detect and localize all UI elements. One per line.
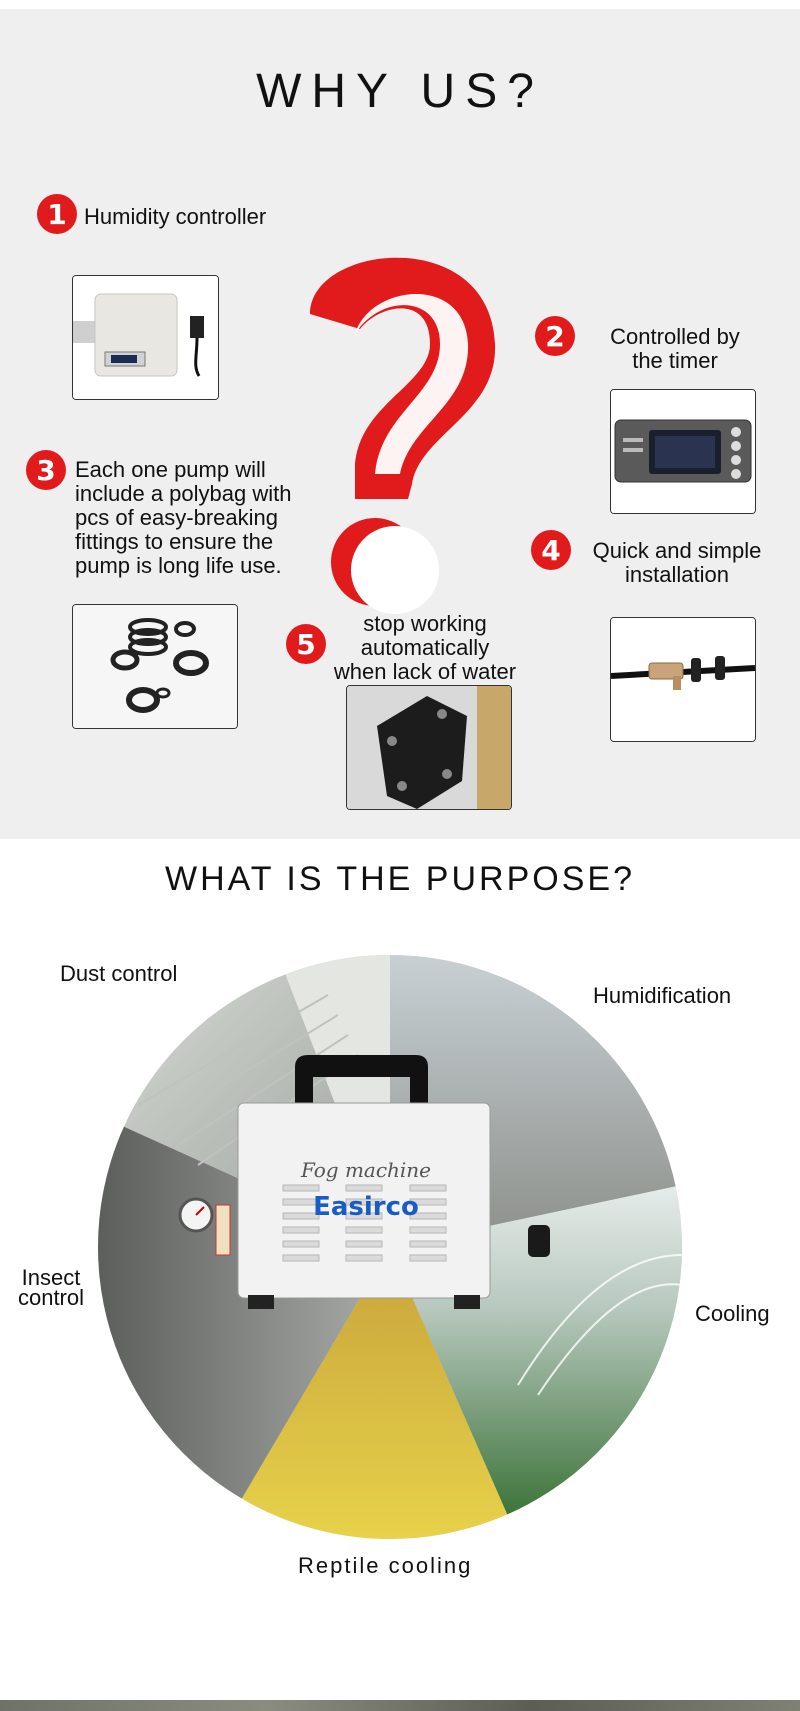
feature-5-line-3: when lack of water [333, 659, 517, 684]
feature-1-text: Humidity controller [84, 204, 267, 229]
feature-4-text [582, 539, 772, 587]
feature-3-text [75, 458, 305, 578]
label-dust-control: Dust control [60, 961, 178, 986]
installation-photo [610, 617, 756, 742]
brand-logo: Easirco [313, 1192, 419, 1222]
pressure-switch-photo [346, 685, 512, 810]
fittings-icon [73, 605, 237, 728]
timer-photo [610, 389, 756, 514]
label-reptile-cooling: Reptile cooling [298, 1553, 473, 1578]
feature-3-line-4: fittings to ensure the [75, 529, 274, 554]
fittings-photo [72, 604, 238, 729]
bottom-image-strip [0, 1700, 800, 1711]
pressure-switch-icon [347, 686, 511, 809]
label-humidification: Humidification [593, 983, 732, 1008]
feature-5-text [330, 612, 520, 684]
feature-3-line-2: include a polybag with [75, 481, 292, 506]
feature-5-line-1: stop working [363, 611, 487, 636]
purpose-title: WHAT IS THE PURPOSE? [165, 860, 635, 898]
feature-2-line-1: Controlled by [610, 324, 740, 349]
feature-3-line-3: pcs of easy-breaking [75, 505, 278, 530]
humidity-controller-photo [72, 275, 219, 400]
timer-icon [611, 390, 755, 513]
question-mark-graphic [300, 234, 510, 614]
feature-3-line-5: pump is long life use. [75, 553, 282, 578]
feature-4-line-2: installation [625, 562, 729, 587]
label-cooling: Cooling [695, 1301, 770, 1326]
fog-machine-script: Fog machine [300, 1158, 432, 1182]
feature-2-text [590, 325, 760, 373]
feature-3-line-1: Each one pump will [75, 457, 266, 482]
feature-5-badge: 5 [286, 624, 326, 664]
feature-5-line-2: automatically [360, 635, 490, 660]
feature-3-badge: 3 [26, 450, 66, 490]
why-us-section [0, 9, 800, 839]
feature-2-line-2: the timer [632, 348, 718, 373]
label-insect-line-2: control [17, 1285, 85, 1310]
feature-4-badge: 4 [531, 530, 571, 570]
why-us-title: WHY US? [256, 65, 544, 118]
feature-4-line-1: Quick and simple [592, 538, 762, 563]
label-insect-control [14, 1265, 88, 1310]
humidity-controller-icon [73, 276, 218, 399]
feature-2-badge: 2 [535, 316, 575, 356]
nozzle-icon [611, 618, 755, 741]
feature-1-badge: 1 [37, 194, 77, 234]
application-collage [98, 955, 682, 1539]
label-insect-line-1: Insect [21, 1265, 81, 1290]
